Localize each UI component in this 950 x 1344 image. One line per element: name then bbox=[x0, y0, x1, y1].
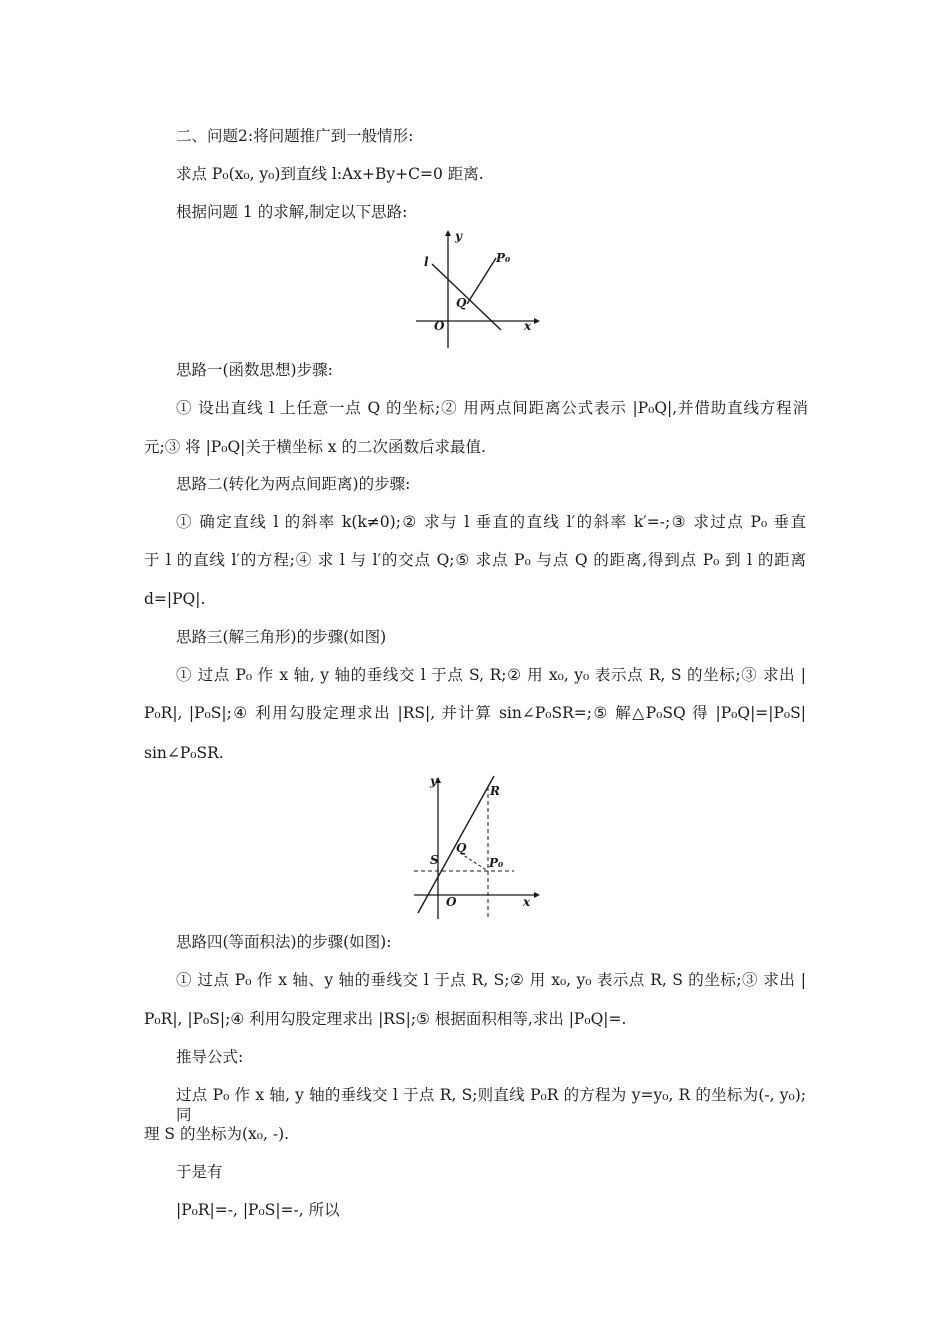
approach-2-title: 思路二(转化为两点间距离)的步骤: bbox=[176, 475, 411, 493]
label-origin: O bbox=[446, 895, 457, 909]
x-axis-arrow bbox=[534, 892, 540, 898]
label-p0: P₀ bbox=[489, 856, 504, 870]
label-r: R bbox=[490, 784, 500, 798]
approach-4-text-2: P₀R|, |P₀S|;④ 利用勾股定理求出 |RS|;⑤ 根据面积相等,求出 |P₀Q|=. bbox=[144, 1010, 627, 1028]
derivation-text-4: |P₀R|=-, |P₀S|=-, 所以 bbox=[176, 1201, 340, 1219]
label-y: y bbox=[430, 774, 437, 788]
approach-2-text-3: d=|PQ|. bbox=[144, 590, 206, 608]
x-axis-arrow bbox=[534, 318, 540, 324]
section-heading: 二、问题2:将问题推广到一般情形: bbox=[176, 127, 414, 145]
y-axis-arrow bbox=[445, 230, 451, 236]
label-p0: P₀ bbox=[496, 251, 511, 265]
label-s: S bbox=[430, 853, 439, 867]
label-x: x bbox=[524, 319, 532, 333]
derivation-text-2: 理 S 的坐标为(x₀, -). bbox=[144, 1125, 290, 1143]
figure-1-line-and-point bbox=[410, 226, 540, 352]
approach-3-title: 思路三(解三角形)的步骤(如图) bbox=[176, 628, 387, 646]
approach-1-text-2: 元;③ 将 |P₀Q|关于横坐标 x 的二次函数后求最值. bbox=[144, 438, 486, 456]
label-x: x bbox=[523, 895, 531, 909]
derivation-title: 推导公式: bbox=[176, 1048, 244, 1066]
approach-3-text-1: ① 过点 P₀ 作 x 轴, y 轴的垂线交 l 于点 S, R;② 用 x₀, y₀ 表示点 R, S 的坐标;③ 求出 | bbox=[176, 666, 806, 684]
approach-4-text-1: ① 过点 P₀ 作 x 轴、y 轴的垂线交 l 于点 R, S;② 用 x₀, y₀ 表示点 R, S 的坐标;③ 求出 | bbox=[176, 971, 806, 989]
label-origin: O bbox=[434, 319, 445, 333]
label-q: Q bbox=[456, 841, 467, 855]
approach-3-text-2: P₀R|, |P₀S|;④ 利用勾股定理求出 |RS|, 并计算 sin∠P₀SR=;⑤ 解△P₀SQ 得 |P₀Q|=|P₀S| bbox=[144, 704, 806, 722]
derivation-text-3: 于是有 bbox=[176, 1163, 223, 1181]
derivation-text-1: 过点 P₀ 作 x 轴, y 轴的垂线交 l 于点 R, S;则直线 P₀R 的方程为 y=y₀, R 的坐标为(-, y₀);同 bbox=[176, 1086, 806, 1124]
approach-1-text-1: ① 设出直线 l 上任意一点 Q 的坐标;② 用两点间距离公式表示 |P₀Q|,并借助直线方程消 bbox=[176, 399, 808, 417]
intro-line: 根据问题 1 的求解,制定以下思路: bbox=[176, 203, 408, 221]
approach-3-text-3: sin∠P₀SR. bbox=[144, 744, 224, 762]
label-q: Q bbox=[456, 296, 467, 310]
perpendicular-segment bbox=[467, 258, 496, 304]
approach-2-text-2: 于 l 的直线 l′的方程;④ 求 l 与 l′的交点 Q;⑤ 求点 P₀ 与点 Q 的距离,得到点 P₀ 到 l 的距离 bbox=[144, 551, 806, 569]
approach-2-text-1: ① 确定直线 l 的斜率 k(k≠0);② 求与 l 垂直的直线 l′的斜率 k′=-;③ 求过点 P₀ 垂直 bbox=[176, 513, 806, 531]
problem-statement: 求点 P₀(x₀, y₀)到直线 l:Ax+By+C=0 距离. bbox=[176, 165, 484, 183]
approach-4-title: 思路四(等面积法)的步骤(如图): bbox=[176, 933, 392, 951]
label-l: l bbox=[424, 255, 429, 269]
label-y: y bbox=[455, 229, 462, 243]
perpendicular-dashed-segment bbox=[460, 853, 488, 871]
figure-2-triangle-construction bbox=[410, 773, 540, 923]
approach-1-title: 思路一(函数思想)步骤: bbox=[176, 361, 333, 379]
